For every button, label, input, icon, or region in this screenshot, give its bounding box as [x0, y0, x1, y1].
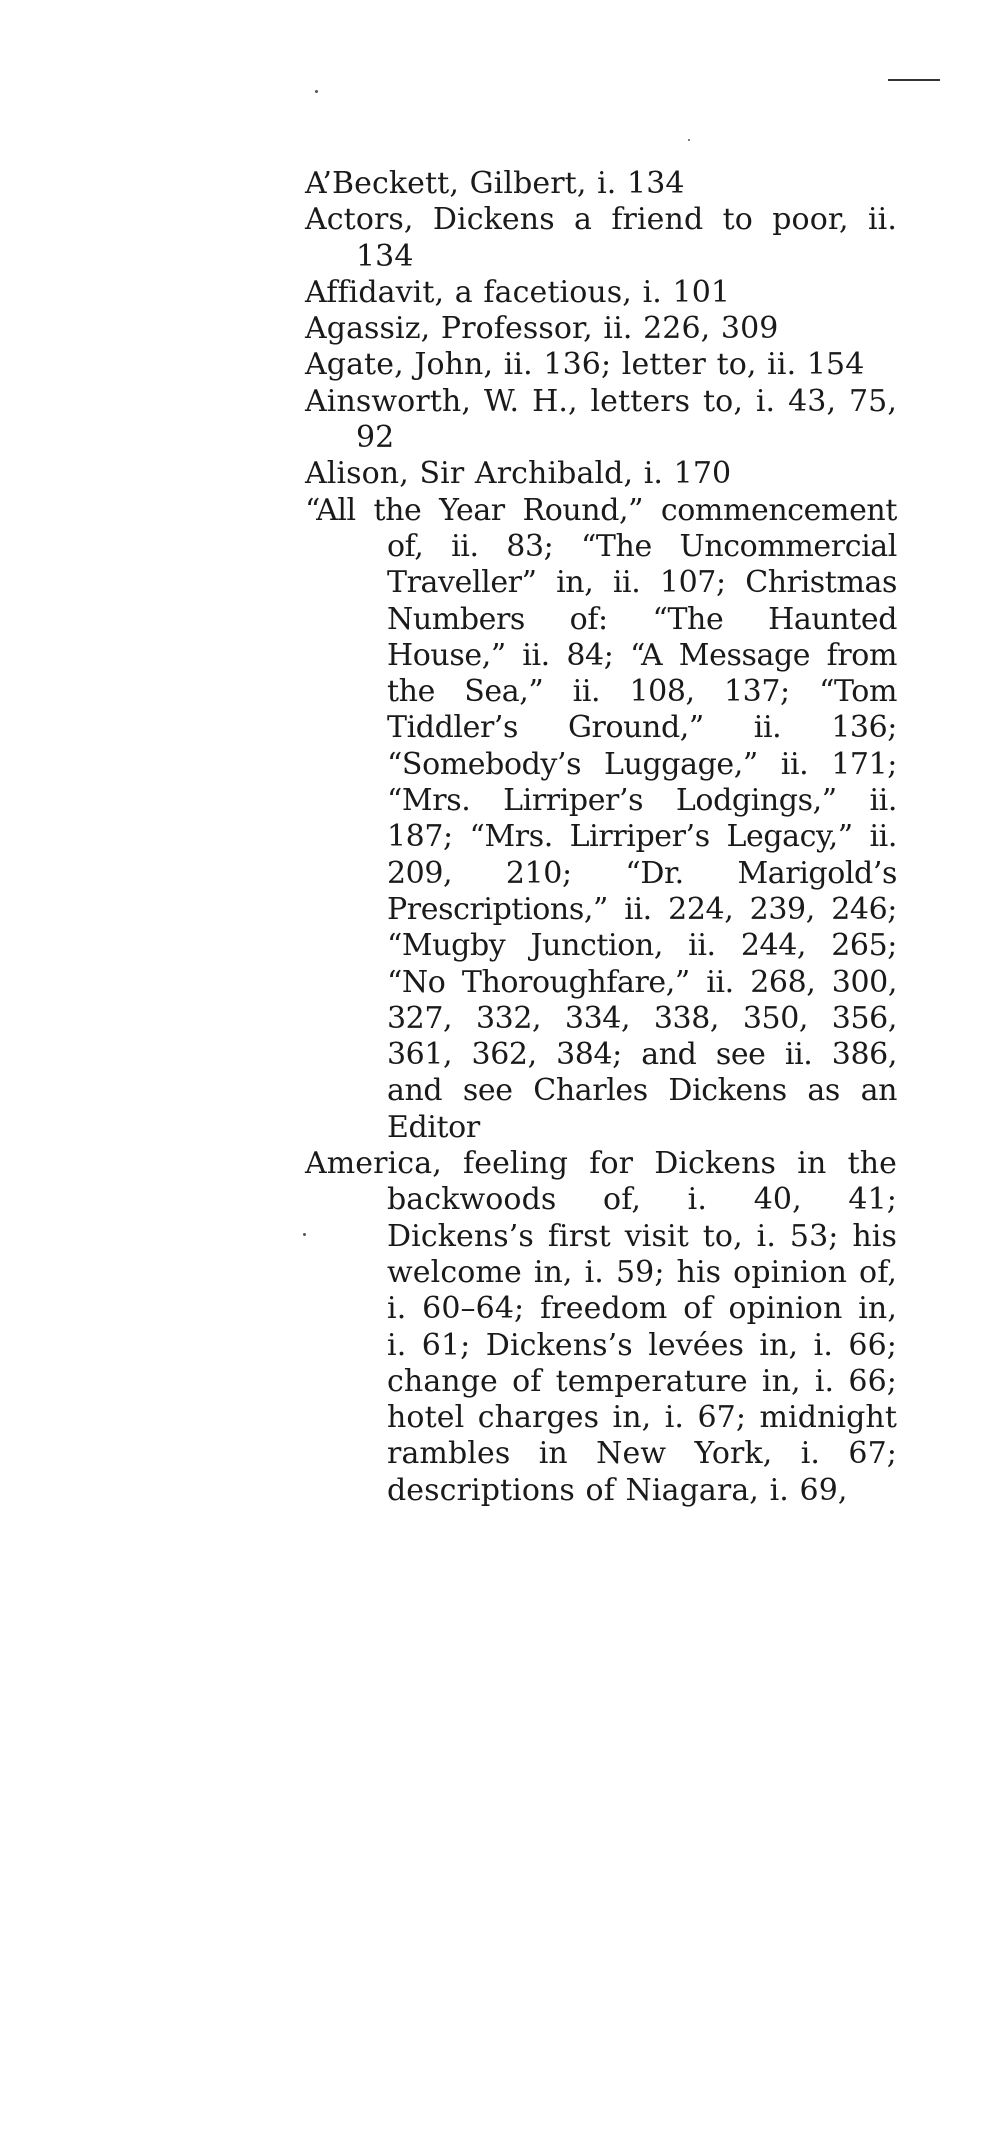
index-entry: Agassiz, Professor, ii. 226, 309 [305, 311, 779, 347]
index-entry: America, feeling for Dickens in the backwoods of, i. 40, 41; Dickens’s first visit to, i. 53; his welcome in, i. 59; his opinion of, i. 60–64; freedom of opinion in, i. 61; Dickens’s levées in, i. 66; change of temperature in, i. 66; hotel charges in, i. 67; midnight rambles in New York, i. 67; descriptions of Niagara, i. 69, [305, 1146, 897, 1508]
index-entry: Alison, Sir Archibald, i. 170 [305, 456, 732, 492]
stray-ink-dot [315, 90, 318, 93]
index-entry: Agate, John, ii. 136; letter to, ii. 154 [305, 347, 865, 383]
index-entry: “All the Year Round,” commencement of, ii. 83; “The Uncommercial Traveller” in, ii. 107; Christmas Numbers of: “The Haunted House,” ii. 84; “A Message from the Sea,” ii. 108, 137; “Tom Tiddler’s Ground,” ii. 136; “Somebody’s Luggage,” ii. 171; “Mrs. Lirriper’s Lodgings,” ii. 187; “Mrs. Lirriper’s Legacy,” ii. 209, 210; “Dr. Marigold’s Prescriptions,” ii. 224, 239, 246; “Mugby Junction, ii. 244, 265; “No Thoroughfare,” ii. 268, 300, 327, 332, 334, 338, 350, 356, 361, 362, 384; and see ii. 386, and see Charles Dickens as an Editor [305, 492, 897, 1145]
index-entry: Affidavit, a facetious, i. 101 [305, 274, 731, 310]
corner-rule [888, 79, 940, 81]
index-column [305, 166, 897, 1509]
index-entry: Ainsworth, W. H., letters to, i. 43, 75, 92 [305, 383, 897, 456]
index-entry: A’Beckett, Gilbert, i. 134 [305, 166, 685, 201]
stray-ink-dot [688, 139, 690, 141]
index-entry: Actors, Dickens a friend to poor, ii. 134 [305, 202, 897, 274]
